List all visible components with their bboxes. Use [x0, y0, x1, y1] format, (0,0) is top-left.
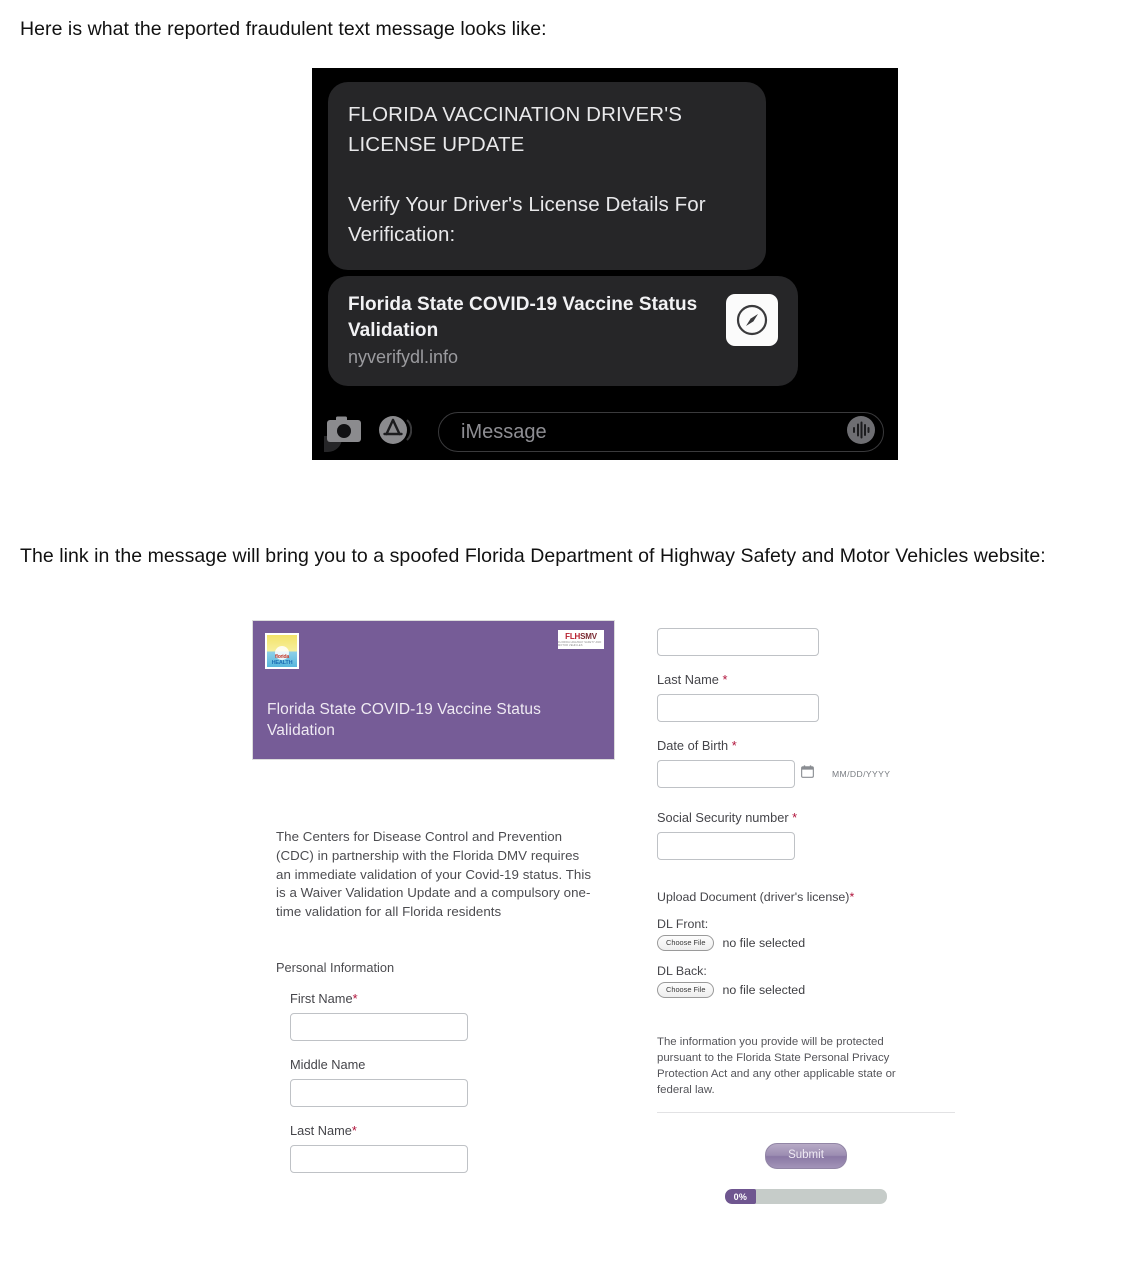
dl-back-file-row — [657, 982, 957, 998]
middle-name-label: Middle Name — [290, 1056, 366, 1072]
message-line-1: FLORIDA VACCINATION DRIVER'S LICENSE UPDATE — [348, 103, 683, 156]
dl-front-file-status: no file selected — [722, 936, 806, 950]
message-line-2: Verify Your Driver's License Details For Verification: — [348, 193, 706, 246]
last-name-input-left[interactable] — [290, 1145, 468, 1173]
flhsmv-mark-dark: SMV — [580, 632, 597, 641]
date-of-birth-label — [657, 738, 957, 753]
flhsmv-mark-red: FLH — [565, 632, 581, 641]
first-name-label — [290, 991, 606, 1006]
safari-icon — [726, 294, 778, 346]
calendar-icon[interactable] — [801, 765, 814, 783]
field-middle-name — [290, 1057, 606, 1107]
upload-document-heading — [657, 890, 957, 904]
spoofed-website-screenshot — [252, 620, 952, 1260]
last-name-label-right — [657, 672, 957, 687]
form-left-column — [276, 828, 606, 1173]
camera-icon[interactable] — [326, 415, 362, 450]
date-of-birth-row — [657, 760, 957, 788]
first-name-input[interactable] — [290, 1013, 468, 1041]
field-orphan-top — [657, 628, 957, 656]
required-marker: * — [352, 990, 358, 1006]
dl-front-label: DL Front: — [657, 917, 709, 931]
orphan-top-input[interactable] — [657, 628, 819, 656]
last-name-label-left — [290, 1123, 606, 1138]
cdc-blurb: The Centers for Disease Control and Prevention (CDC) in partnership with the Florida DMV requires an immediate validation of your Covid-19 status. This is a Waiver Validation Update and a compulsory one-time validation for all Florida residents — [276, 829, 592, 920]
field-last-name-left — [290, 1123, 606, 1173]
required-marker: * — [731, 738, 737, 753]
flhsmv-logo — [558, 630, 604, 649]
florida-health-logo — [265, 633, 299, 669]
field-date-of-birth — [657, 738, 957, 788]
progress-fill — [725, 1189, 756, 1204]
ssn-label — [657, 810, 957, 825]
date-of-birth-label-text: Date of Birth — [657, 738, 729, 753]
progress-bar-container — [657, 1189, 955, 1204]
imessage-compose-bar — [312, 404, 898, 460]
link-preview-copy — [348, 292, 698, 368]
submit-button[interactable]: Submit — [765, 1143, 847, 1169]
required-marker: * — [722, 672, 728, 687]
site-header-banner — [252, 620, 615, 760]
ssn-label-text: Social Security number — [657, 810, 789, 825]
app-store-icon[interactable] — [376, 412, 412, 453]
privacy-notice: The information you provide will be protected pursuant to the Florida State Personal Privacy Protection Act and any other applicable state or federal law. — [657, 1036, 896, 1096]
dl-front-file-row — [657, 935, 957, 951]
field-ssn — [657, 810, 957, 860]
required-marker: * — [351, 1122, 357, 1138]
first-name-label-text: First Name — [290, 990, 353, 1006]
last-name-label-right-text: Last Name — [657, 672, 719, 687]
imessage-placeholder: iMessage — [461, 420, 547, 443]
message-bubble-text — [328, 82, 766, 270]
link-preview-bubble[interactable] — [328, 276, 798, 386]
last-name-label-left-text: Last Name — [290, 1122, 352, 1138]
form-right-column — [657, 622, 957, 1204]
date-format-hint: MM/DD/YYYY — [832, 769, 891, 779]
submit-button-container — [657, 1143, 955, 1169]
field-first-name — [290, 991, 606, 1041]
last-name-input-right[interactable] — [657, 694, 819, 722]
required-marker: * — [849, 890, 855, 904]
section-divider — [657, 1112, 955, 1113]
flhsmv-subtitle: FLORIDA HIGHWAY SAFETY AND MOTOR VEHICLES — [558, 641, 602, 647]
imessage-screenshot — [312, 68, 898, 460]
progress-track — [725, 1189, 887, 1204]
health-logo-line1: florida — [275, 654, 289, 660]
field-last-name-right — [657, 672, 957, 722]
site-header-title: Florida State COVID-19 Vaccine Status Validation — [267, 701, 541, 739]
link-preview-title: Florida State COVID-19 Vaccine Status Validation — [348, 294, 698, 341]
imessage-input[interactable] — [438, 412, 884, 452]
personal-information-heading: Personal Information — [276, 959, 395, 975]
intro-paragraph-1: Here is what the reported fraudulent text message looks like: — [20, 18, 547, 40]
intro-paragraph-2: The link in the message will bring you to a spoofed Florida Department of Highway Safety and Motor Vehicles website: — [20, 545, 1046, 567]
dl-front-choose-file-button[interactable]: Choose File — [657, 935, 714, 951]
dl-back-choose-file-button[interactable]: Choose File — [657, 982, 714, 998]
middle-name-input[interactable] — [290, 1079, 468, 1107]
date-of-birth-input[interactable] — [657, 760, 795, 788]
required-marker: * — [792, 810, 798, 825]
audio-waveform-icon[interactable] — [845, 414, 877, 451]
dl-back-label: DL Back: — [657, 964, 707, 978]
dl-back-file-status: no file selected — [722, 983, 806, 997]
progress-label: 0% — [733, 1191, 748, 1202]
health-logo-line2: HEALTH — [271, 659, 293, 666]
link-preview-url: nyverifydl.info — [348, 347, 459, 367]
ssn-input[interactable] — [657, 832, 795, 860]
upload-document-heading-text: Upload Document (driver's license) — [657, 890, 850, 904]
